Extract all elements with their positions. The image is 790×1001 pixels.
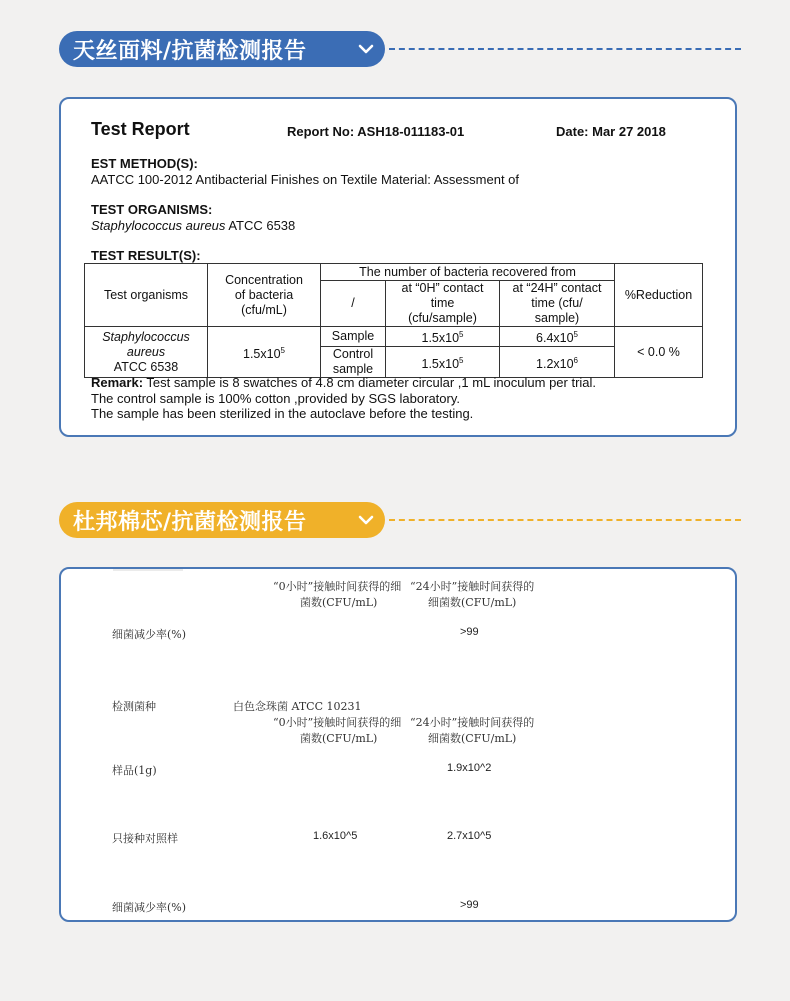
reduction-label-1: 细菌减少率(%): [112, 628, 187, 641]
concentration-value: $1.5x10^5$: [208, 327, 321, 378]
control-0h-value: 1.6x10^5: [313, 830, 358, 842]
header-24h-contact: at “24H” contact time (cfu/ sample): [500, 281, 615, 327]
col-0h-header-2b: 菌数(CFU/mL): [300, 732, 378, 745]
control-label: 只接种对照样: [112, 832, 178, 845]
col-0h-header-2: 菌数(CFU/mL): [300, 596, 378, 609]
header-reduction: %Reduction: [615, 264, 703, 327]
header-concentration: Concentration of bacteria (cfu/mL): [208, 264, 321, 327]
reduction-label-2: 细菌减少率(%): [112, 901, 187, 914]
organism-label: 检测菌种: [112, 700, 156, 713]
section-title-pill-dupont: [59, 502, 385, 538]
reduction-value: < 0.0 %: [615, 327, 703, 378]
col-24h-header-2b: 细菌数(CFU/mL): [428, 732, 517, 745]
section-title-dupont: 杜邦棉芯/抗菌检测报告: [73, 509, 307, 535]
report-date: Date: Mar 27 2018: [556, 124, 666, 139]
chevron-down-icon: [357, 40, 375, 58]
result-table: [84, 263, 703, 378]
header-test-organisms: Test organisms: [85, 264, 208, 327]
cropped-header-fragment: [113, 567, 183, 571]
section-divider: [389, 519, 741, 521]
sample-24h-value: $6.4x10^5$: [500, 327, 615, 347]
col-24h-header-1b: “24小时”接触时间获得的: [410, 716, 535, 729]
header-slash: /: [321, 281, 386, 327]
remark-line-2: The control sample is 100% cotton ,provided by SGS laboratory.: [91, 391, 461, 406]
col-24h-header-1: “24小时”接触时间获得的: [410, 580, 535, 593]
col-0h-header-1: “0小时”接触时间获得的细: [273, 580, 402, 593]
organism-strain: ATCC 6538: [225, 218, 296, 233]
header-bacteria-recovered: The number of bacteria recovered from: [321, 264, 615, 281]
method-text: AATCC 100-2012 Antibacterial Finishes on Textile Material: Assessment of: [91, 172, 520, 187]
chevron-down-icon: [357, 511, 375, 529]
result-label: TEST RESULT(S):: [91, 248, 201, 263]
organism-value: 白色念珠菌 ATCC 10231: [233, 700, 362, 713]
section-title-pill-tencel: [59, 31, 385, 67]
remark-line-3: The sample has been sterilized in the autoclave before the testing.: [91, 406, 474, 421]
section-divider: [389, 48, 741, 50]
report-number: Report No: ASH18-011183-01: [287, 124, 465, 139]
test-report-card: [59, 97, 737, 437]
reduction-value-2: >99: [460, 899, 479, 911]
remark-line-1: Remark: Test sample is 8 swatches of 4.8 cm diameter circular ,1 mL inoculum per trial.: [91, 375, 597, 390]
control-0h-value: $1.5x10^5$: [386, 347, 500, 378]
control-24h-value: $1.2x10^6$: [500, 347, 615, 378]
organism-cell: Staphylococcus aureus ATCC 6538: [85, 327, 208, 378]
organism-name: Staphylococcus aureus: [91, 218, 226, 233]
organisms-text: [91, 218, 295, 233]
row-sample-label: Sample: [321, 327, 386, 347]
section-title-tencel: 天丝面料/抗菌检测报告: [73, 38, 307, 64]
sample-value: 1.9x10^2: [447, 762, 492, 774]
header-0h-contact: at “0H” contact time (cfu/sample): [386, 281, 500, 327]
sample-label: 样品(1g): [112, 764, 157, 777]
method-label: EST METHOD(S):: [91, 156, 198, 171]
control-24h-value: 2.7x10^5: [447, 830, 492, 842]
remark-label: Remark:: [91, 375, 144, 390]
sample-0h-value: $1.5x10^5$: [386, 327, 500, 347]
col-24h-header-2: 细菌数(CFU/mL): [428, 596, 517, 609]
report-heading: Test Report: [91, 119, 190, 139]
col-0h-header-1b: “0小时”接触时间获得的细: [273, 716, 402, 729]
row-control-label: Control sample: [321, 347, 386, 378]
reduction-value-1: >99: [460, 626, 479, 638]
organisms-label: TEST ORGANISMS:: [91, 202, 213, 217]
antibacterial-report-card: [59, 567, 737, 922]
